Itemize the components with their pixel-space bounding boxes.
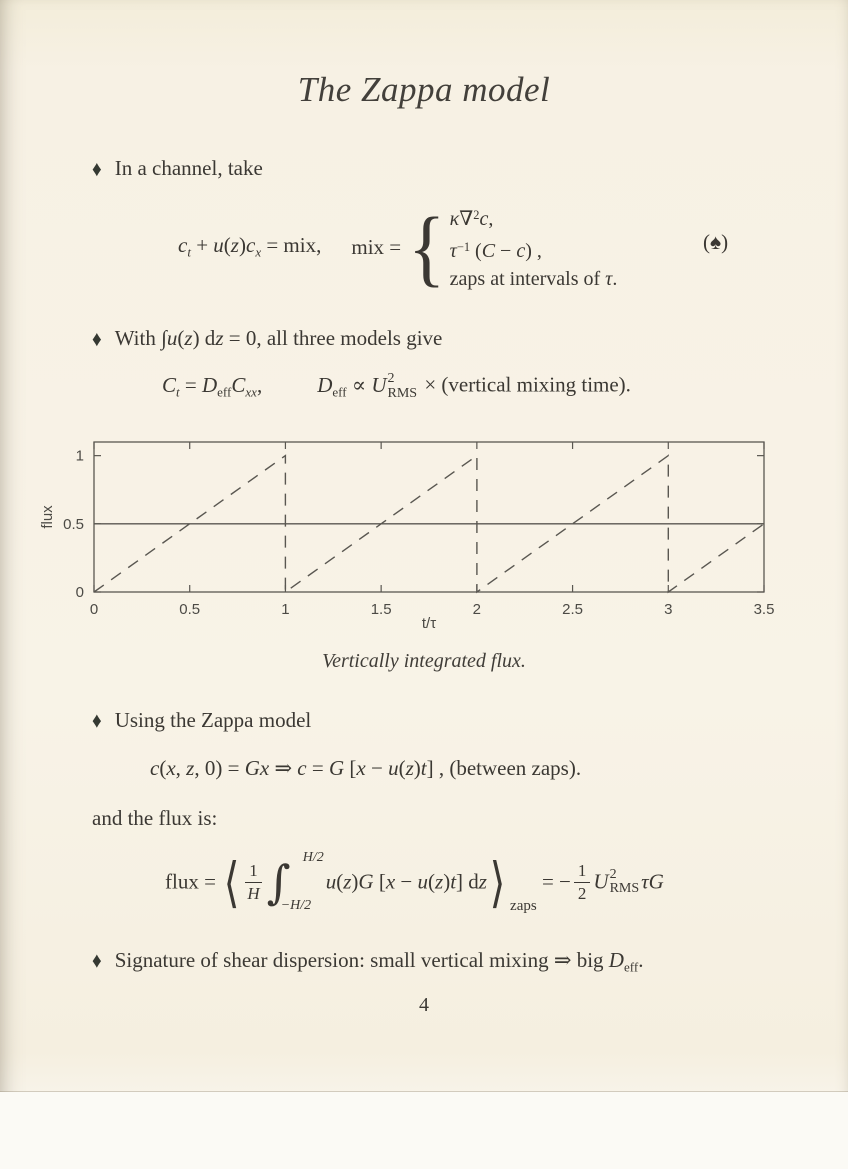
flux-mid: = − bbox=[536, 869, 571, 894]
cases-brace: { bbox=[408, 199, 446, 296]
integral-icon: ∫ bbox=[266, 855, 291, 910]
denominator: 2 bbox=[577, 883, 587, 903]
equation-flux-integral bbox=[165, 838, 664, 922]
svg-text:0.5: 0.5 bbox=[63, 515, 84, 533]
integral-group bbox=[267, 850, 324, 914]
fraction-1-over-H bbox=[245, 861, 262, 903]
right-angle-bracket: ⟩ bbox=[489, 850, 506, 914]
flux-vs-time-plot bbox=[36, 436, 776, 632]
case-diffusion: κ∇$^2$c, bbox=[449, 208, 494, 231]
bullet-all-three-models bbox=[92, 326, 442, 351]
eq2-right: $D_{eff} \propto U$ bbox=[317, 372, 387, 400]
svg-text:0.5: 0.5 bbox=[179, 601, 201, 618]
diamond-bullet-icon: ♦ bbox=[92, 709, 102, 734]
integrand: u(z)G [x − u(z)t] dz bbox=[325, 869, 487, 894]
u-superscript: 2 bbox=[387, 371, 395, 386]
lower-limit: −H/2 bbox=[280, 898, 312, 914]
diamond-bullet-icon: ♦ bbox=[92, 327, 102, 352]
page-title: The Zappa model bbox=[297, 70, 551, 109]
svg-text:t/τ: t/τ bbox=[421, 615, 437, 632]
figure-caption: Vertically integrated flux. bbox=[322, 650, 526, 672]
u-subscript: RMS bbox=[387, 385, 418, 401]
page-number: 4 bbox=[419, 994, 429, 1016]
equation-initial-condition: c(x, z, 0) = Gx ⇒ c = G [x − u(z)t] , (between zaps). bbox=[150, 756, 582, 780]
mix-cases bbox=[450, 201, 618, 293]
diamond-bullet-icon: ♦ bbox=[92, 157, 102, 182]
svg-text:1.5: 1.5 bbox=[370, 601, 392, 618]
scanner-background bbox=[0, 1092, 848, 1169]
flux-lhs: flux = bbox=[165, 869, 222, 894]
diamond-bullet-icon: ♦ bbox=[92, 949, 102, 974]
eq2-left: $C_t = D_{eff}C_{xx}$, bbox=[162, 372, 263, 400]
denominator: H bbox=[247, 883, 260, 903]
bullet-signature-shear-dispersion bbox=[92, 948, 643, 976]
equation-advection-mix bbox=[178, 199, 618, 296]
equation-tag-spade: (♠) bbox=[703, 230, 729, 254]
bullet-text: Using the Zappa model bbox=[114, 708, 312, 732]
u-variable: U bbox=[593, 869, 609, 894]
svg-text:0: 0 bbox=[75, 584, 84, 601]
upper-limit: H/2 bbox=[302, 850, 324, 866]
u-subscript: RMS bbox=[609, 881, 640, 897]
u-rms-supsub bbox=[387, 372, 417, 401]
svg-text:1: 1 bbox=[281, 601, 290, 618]
bullet-text-math: With ∫u(z) dz = 0, all three models give bbox=[114, 326, 443, 350]
connector-text: and the flux is: bbox=[92, 806, 218, 830]
svg-text:3.5: 3.5 bbox=[753, 601, 775, 618]
flux-tail: τG bbox=[641, 869, 664, 894]
bullet-text-math: Signature of shear dispersion: small vertical mixing ⇒ big $D_{eff}$. bbox=[114, 948, 644, 975]
numerator: 1 bbox=[574, 861, 591, 883]
case-relaxation: $\tau^{-1}$ (C − c) , bbox=[449, 240, 542, 263]
bullet-text: In a channel, take bbox=[114, 156, 263, 180]
u-superscript: 2 bbox=[609, 866, 617, 882]
numerator: 1 bbox=[245, 861, 262, 883]
zaps-average-subscript: zaps bbox=[510, 898, 537, 915]
mix-definition: mix = bbox=[351, 234, 407, 259]
left-angle-bracket: ⟨ bbox=[223, 850, 240, 914]
fraction-1-over-2 bbox=[574, 861, 591, 903]
equation-effective-diffusivity bbox=[162, 372, 631, 401]
bullet-using-zappa-model bbox=[92, 708, 311, 733]
flux-chart bbox=[36, 436, 776, 637]
svg-text:0: 0 bbox=[89, 601, 99, 618]
u-rms-supsub bbox=[610, 868, 640, 897]
svg-text:flux: flux bbox=[39, 505, 56, 529]
integral-limits bbox=[280, 850, 324, 914]
svg-text:1: 1 bbox=[75, 447, 84, 465]
eq2-tail: × (vertical mixing time). bbox=[419, 372, 631, 397]
bullet-in-a-channel bbox=[92, 156, 263, 181]
svg-text:2.5: 2.5 bbox=[562, 601, 584, 618]
svg-text:2: 2 bbox=[472, 601, 482, 618]
svg-text:3: 3 bbox=[664, 601, 673, 618]
equation-lhs: $c_t + u(z)c_x$ = mix, bbox=[178, 233, 322, 260]
case-zaps: zaps at intervals of τ. bbox=[449, 268, 618, 291]
